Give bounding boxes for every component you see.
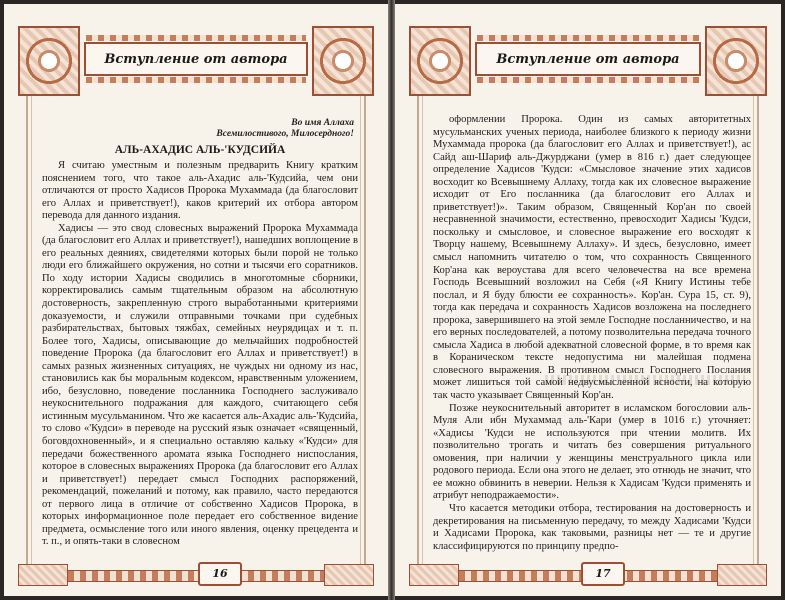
header-banner (409, 26, 767, 96)
left-page (4, 4, 388, 596)
ornament-tile (18, 564, 68, 586)
footer-ornament (409, 562, 767, 588)
paragraph: оформлении Пророка. Один из самых авторитетных мусульманских ученых периода, наиболее близкого к периоду жизни Мухаммада пророка (да благословит его Аллах и приветствует!), ас Сайд аш-Шариф аль-Джурджани (умер в 816 г.) дает следующее определение Хадисов 'Кудси: «Смысловое значение этих хадисов восходит ко Всевышнему Аллаху, тогда как их словесное выражение исходит от Его посланника (да благословит его Аллах и приветствует!)». Таким образом, Священный Кор'ан по своей несравненной значимости, естественно, превосходит Хадисы 'Кудси, поскольку и смысловое, и словесное выражение его восходят к Творцу нашему, Всевышнему Аллаху». И здесь, безусловно, имеет смысл напомнить читателю о том, что сохранность Священного Кор'ана как вероустава для всего человечества на все времена Господь Всевышний возложил на Себя («Я Книгу Истины тебе послал, и Я буду блюсти ее сохранность». Кор'ан. Сура 15, ст. 9), тогда как передача и сохранность Хадисов возложена на последнего пророка, завершившего на этой земле Господне посланничество, и на его верных последователей, а потому позволительна передача точного смысла Хадиса в любой адекватной словесной форме, в то время как в Кораническом тексте недопустима ни малейшая подмена словесного выражения. В противном смысл Господнего Послания может лишиться той самой недвусмысленной ясности, на которую так часто указывает Священный Кор'ан. (433, 114, 751, 402)
header-title-box (84, 42, 308, 76)
page-number: 16 (198, 562, 242, 586)
body-text (433, 114, 751, 553)
paragraph: Что касается методики отбора, тестирования на достоверность и декретирования на письменную передачу, то между Хадисами 'Кудси и Хадисами Пророка, как таковыми, разницы нет — те и другие классифицируются по принципу предпо- (433, 502, 751, 552)
ornament-tile (717, 564, 767, 586)
body-text (42, 160, 358, 549)
ornament-tile (705, 26, 767, 96)
page-number: 17 (581, 562, 625, 586)
ornament-tile (324, 564, 374, 586)
header-banner (18, 26, 374, 96)
header-title-box (475, 42, 701, 76)
header-title: Вступление от автора (496, 51, 680, 67)
section-heading: АЛЬ-АХАДИС АЛЬ-'КУДСИЙА (114, 144, 286, 156)
right-page (395, 4, 781, 596)
basmala-line: Во имя Аллаха (291, 118, 354, 128)
ornament-tile (312, 26, 374, 96)
ornament-tile (409, 564, 459, 586)
header-title: Вступление от автора (104, 51, 288, 67)
paragraph: Я считаю уместным и полезным предварить Книгу кратким пояснением того, что такое аль-Ахадис аль-'Кудсийа, чем они отличаются от просто Хадисов Пророка Мухаммада (да благословит его Аллах и приветствует!), каков критерий их отбора автором перевода для данного издания. (42, 160, 358, 222)
basmala (216, 118, 354, 140)
basmala-line: Всемилостивого, Милосердного! (216, 129, 354, 139)
paragraph: Позже неукоснительный авторитет в исламском богословии аль-Муля Али ибн Мухаммад аль-'Кари (умер в 1016 г.) уточняет: «Хадисы 'Кудси не используются при чтении молитв. Их позволительно трогать и читать без совершения ритуального омовения, при наличии у женщины менструального цикла или родового периода. Если она этого не делает, это отнюдь не значит, что ее можно обвинить в неверии. Нельзя к Хадисам 'Кудси применять и атрибут неподражаемости». (433, 402, 751, 502)
book-gutter (388, 0, 395, 600)
paragraph: Хадисы — это свод словесных выражений Пророка Мухаммада (да благословит его Аллах и приветствует!), нашедших воплощение в его реальных деяниях, свидетелями которых были порой не только люди его ближайшего окружения, но сотни и тысячи его соратников. По ходу истории Хадисы сводились в многотомные сборники, корректировались самым тщательным образом на абсолютную достоверность, закрепленную строго выработанными критериями доказуемости, и служили отправными точками при судебных разбирательствах, бытовых тяжбах, семейных неурядицах и т. п. Более того, Хадисы, описывающие до мельчайших подробностей поведение Пророка (да благословит его Аллах и приветствует!) в самых разных жизненных ситуациях, не чуждых ни одному из нас, становились как бы моральным кодексом, нравственным уложением, ибо, безусловно, поведение посланника Господнего заслуживало неукоснительного подражания для каждого, считающего себя истинным мусульманином. Что же касается аль-Ахадис аль-'Кудсийа, то слово «'Кудси» в переводе на русский язык означает «священный, боговдохновенный», и я специально оставляю кальку «'Кудси» для передачи божественного аромата языка Господнего ниспослания, которое в словесных выражениях Пророка (да благословит его Аллах и приветствует!) передает смысл Господних распоряжений, рекомендаций, пожеланий и потому, как правило, часто передаются от первого лица в отличие от собственно Хадисов Пророка, в которых информационное поле передает его собственное видение предмета, осмысление того или иного явления, оценку прецедента и т. п., и опять-таки в словесном (42, 222, 358, 548)
ornament-tile (409, 26, 471, 96)
footer-ornament (18, 562, 374, 588)
ornament-tile (18, 26, 80, 96)
ornament-band (68, 570, 324, 582)
